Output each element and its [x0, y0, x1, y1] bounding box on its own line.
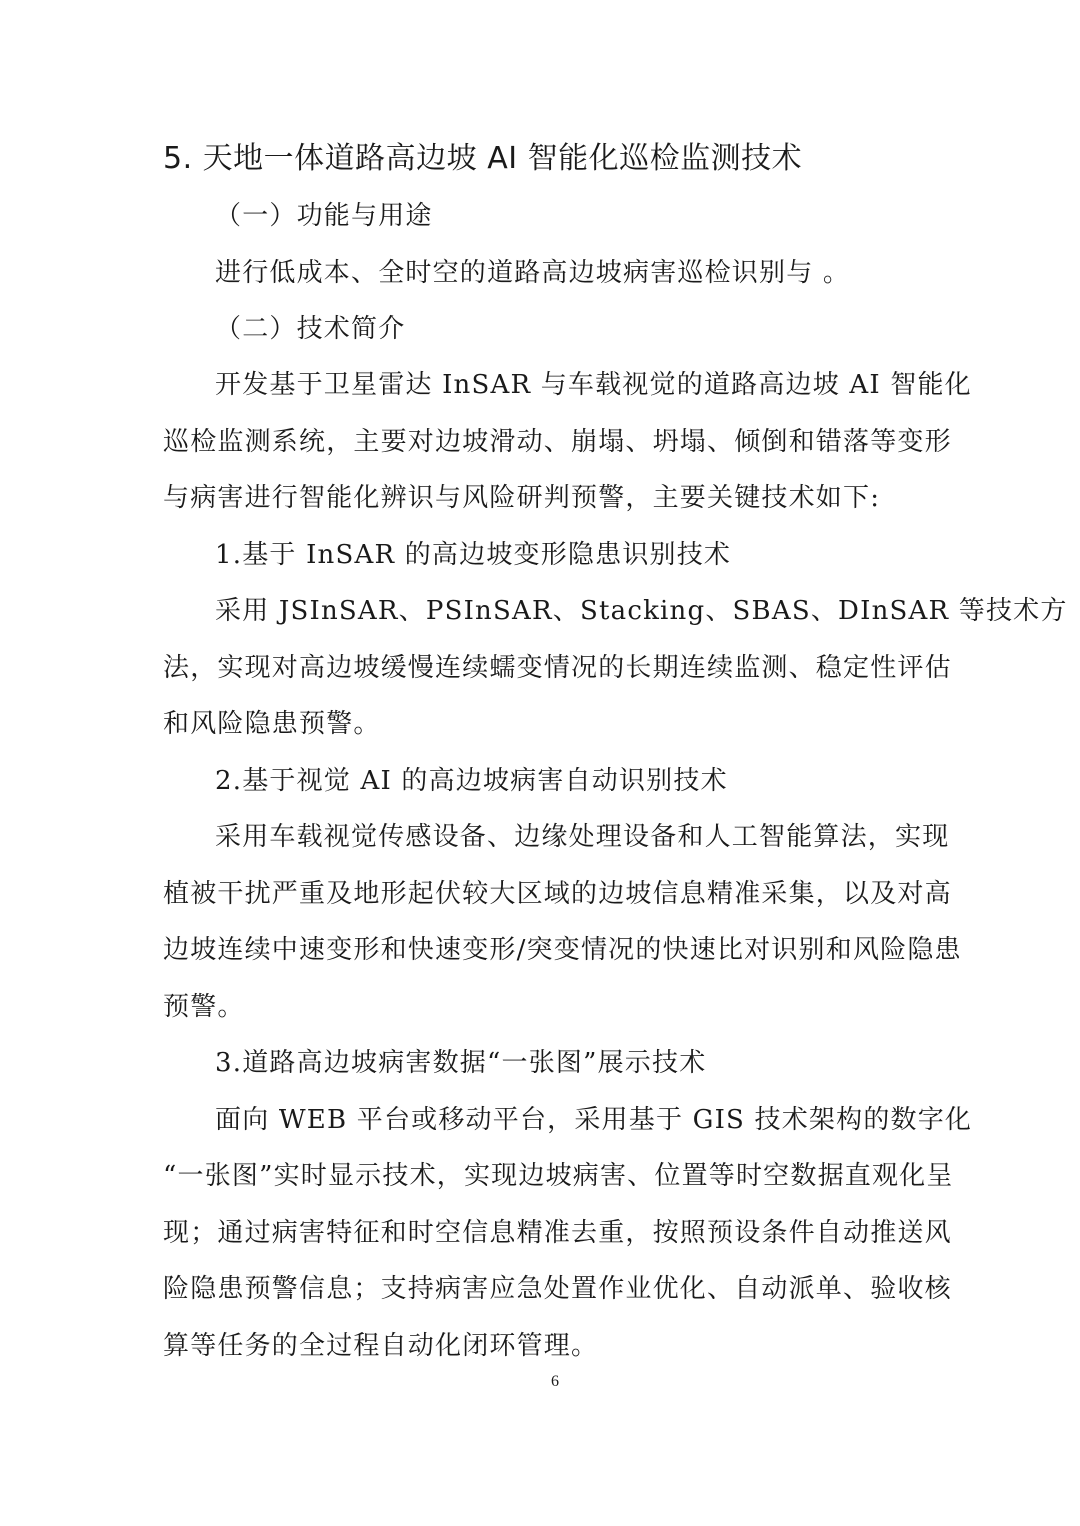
paragraph-line: 算等任务的全过程自动化闭环管理。 — [163, 1331, 599, 1361]
paragraph-line: 面向 WEB 平台或移动平台，采用基于 GIS 技术架构的数字化 — [215, 1105, 973, 1135]
item-heading-2: 2.基于视觉 AI 的高边坡病害自动识别技术 — [215, 766, 728, 796]
paragraph-line: 开发基于卫星雷达 InSAR 与车载视觉的道路高边坡 AI 智能化 — [215, 370, 972, 400]
paragraph-line: 预警。 — [163, 992, 245, 1022]
section-title: 5. 天地一体道路高边坡 AI 智能化巡检监测技术 — [163, 141, 803, 176]
item-heading-3: 3.道路高边坡病害数据“一张图”展示技术 — [215, 1048, 707, 1078]
paragraph-line: 险隐患预警信息；支持病害应急处置作业优化、自动派单、验收核 — [163, 1274, 952, 1304]
paragraph-line: 植被干扰严重及地形起伏较大区域的边坡信息精准采集，以及对高 — [163, 879, 952, 909]
paragraph-line: 法，实现对高边坡缓慢连续蠕变情况的长期连续监测、稳定性评估 — [163, 653, 952, 683]
paragraph-line: 与病害进行智能化辨识与风险研判预警，主要关键技术如下: — [163, 483, 881, 513]
subsection-heading-intro: （二）技术简介 — [215, 314, 406, 344]
paragraph-line: 进行低成本、全时空的道路高边坡病害巡检识别与 。 — [215, 258, 851, 288]
paragraph-line: “一张图”实时显示技术，实现边坡病害、位置等时空数据直观化呈 — [163, 1161, 954, 1191]
paragraph-line: 巡检监测系统，主要对边坡滑动、崩塌、坍塌、倾倒和错落等变形 — [163, 427, 952, 457]
paragraph-line: 边坡连续中速变形和快速变形/突变情况的快速比对识别和风险隐患 — [163, 935, 962, 965]
subsection-heading-function: （一）功能与用途 — [215, 201, 433, 231]
paragraph-line: 采用车载视觉传感设备、边缘处理设备和人工智能算法，实现 — [215, 822, 950, 852]
page-number: 6 — [551, 1373, 559, 1390]
paragraph-line: 和风险隐患预警。 — [163, 709, 381, 739]
paragraph-line: 现；通过病害特征和时空信息精准去重，按照预设条件自动推送风 — [163, 1218, 952, 1248]
paragraph-line: 采用 JSInSAR、PSInSAR、Stacking、SBAS、DInSAR 等技术方 — [215, 596, 1068, 626]
item-heading-1: 1.基于 InSAR 的高边坡变形隐患识别技术 — [215, 540, 732, 570]
